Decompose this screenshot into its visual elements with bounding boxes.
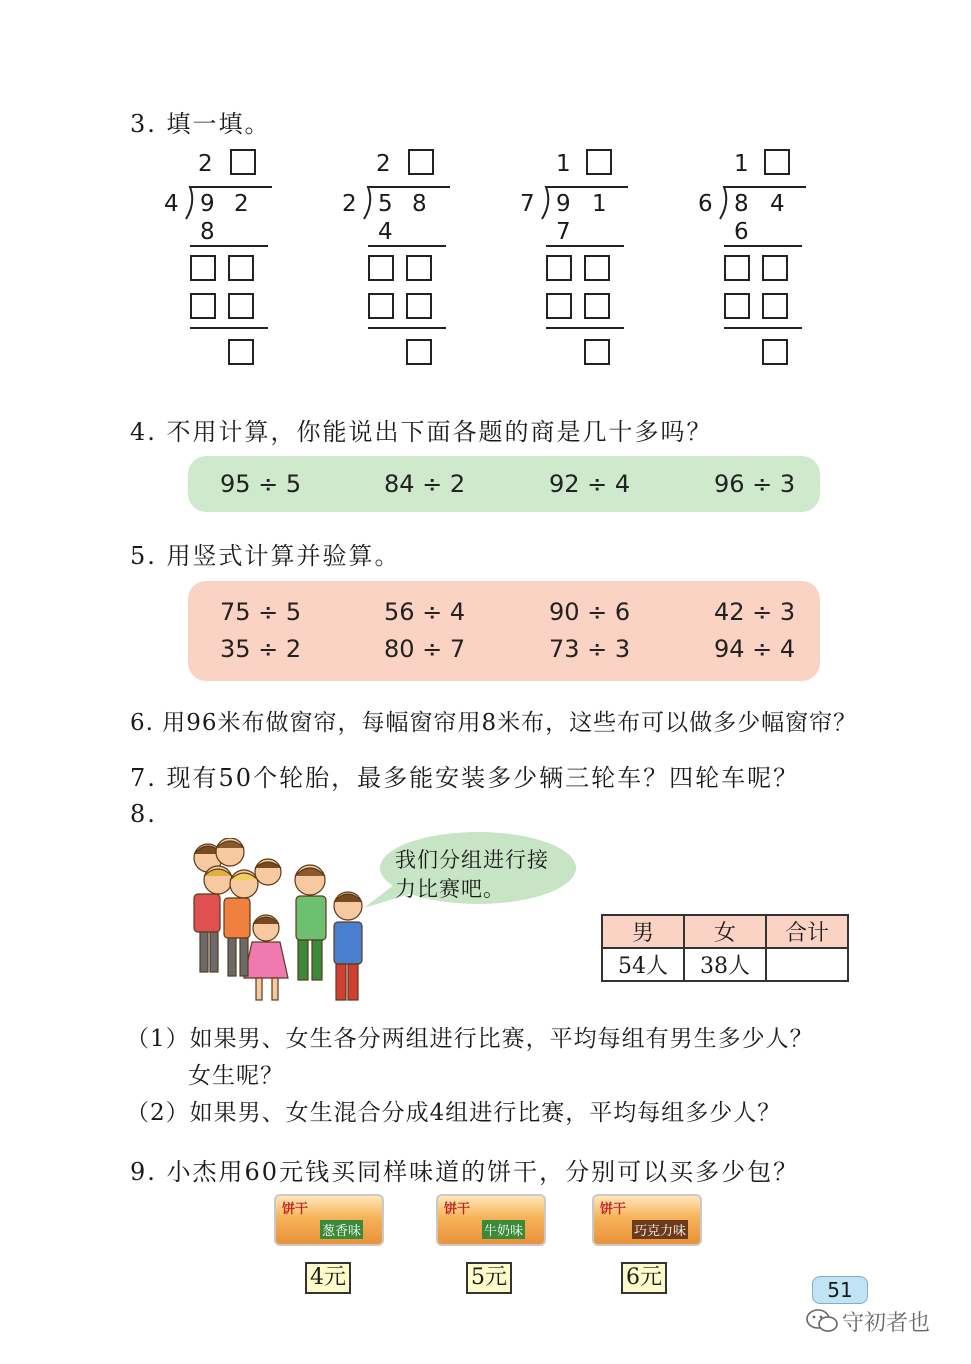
division-bracket	[714, 185, 809, 221]
answer-box[interactable]	[228, 293, 254, 319]
q8-sub1-line2: 女生呢？	[188, 1063, 284, 1089]
cookie-pack-scallion	[274, 1194, 384, 1246]
dividend-tens: 8	[734, 191, 749, 217]
answer-box[interactable]	[190, 293, 216, 319]
q4-expression: 92 ÷ 4	[549, 470, 631, 498]
divisor: 7	[520, 191, 535, 217]
division-problem-1	[160, 145, 280, 375]
cookie-pack-chocolate	[592, 1194, 702, 1246]
answer-box[interactable]	[724, 293, 750, 319]
cookie-flavor: 牛奶味	[482, 1220, 525, 1239]
division-problem-3	[516, 145, 636, 375]
answer-box[interactable]	[546, 255, 572, 281]
q8-sub2: （2）如果男、女生混合分成4组进行比赛，平均每组多少人？	[126, 1100, 782, 1126]
remainder-box[interactable]	[584, 339, 610, 365]
answer-box[interactable]	[368, 293, 394, 319]
q5-title: 5. 用竖式计算并验算。	[130, 542, 401, 570]
remainder-box[interactable]	[762, 339, 788, 365]
cookie-flavor: 葱香味	[320, 1220, 363, 1239]
cookie-flavor: 巧克力味	[632, 1220, 688, 1239]
answer-box[interactable]	[584, 293, 610, 319]
quotient-digit: 1	[556, 151, 571, 177]
divider-line	[724, 245, 802, 247]
quotient-box[interactable]	[764, 149, 790, 175]
value-girls: 38人	[684, 948, 766, 981]
wechat-icon	[805, 1308, 839, 1334]
price-tag: 5元	[466, 1262, 512, 1294]
divider-line	[368, 327, 446, 329]
answer-box[interactable]	[724, 255, 750, 281]
cookie-brand: 饼干	[600, 1202, 627, 1217]
divider-line	[368, 245, 446, 247]
dividend-ones: 1	[592, 191, 607, 217]
q6-text: 6. 用96米布做窗帘，每幅窗帘用8米布，这些布可以做多少幅窗帘？	[130, 710, 858, 736]
divisor: 6	[698, 191, 713, 217]
divider-line	[546, 245, 624, 247]
q5-expression: 94 ÷ 4	[714, 635, 796, 663]
subtract-value: 7	[556, 219, 571, 245]
divider-line	[190, 245, 268, 247]
q8-sub1-line1: （1）如果男、女生各分两组进行比赛，平均每组有男生多少人？	[126, 1026, 814, 1052]
subtract-value: 6	[734, 219, 749, 245]
quotient-digit: 1	[734, 151, 749, 177]
q9-title: 9. 小杰用60元钱买同样味道的饼干，分别可以买多少包？	[130, 1158, 800, 1186]
q5-expression: 56 ÷ 4	[384, 598, 466, 626]
q5-expression: 42 ÷ 3	[714, 598, 796, 626]
answer-box[interactable]	[762, 293, 788, 319]
quotient-digit: 2	[198, 151, 213, 177]
dividend-tens: 9	[556, 191, 571, 217]
quotient-box[interactable]	[586, 149, 612, 175]
header-boys: 男	[602, 915, 684, 948]
answer-box[interactable]	[190, 255, 216, 281]
q3-title: 3. 填一填。	[130, 110, 271, 138]
q4-title: 4. 不用计算，你能说出下面各题的商是几十多吗？	[130, 418, 713, 446]
dividend-ones: 4	[770, 191, 785, 217]
divider-line	[724, 327, 802, 329]
answer-box[interactable]	[406, 255, 432, 281]
division-bracket	[180, 185, 275, 221]
division-bracket	[536, 185, 631, 221]
q5-expression: 90 ÷ 6	[549, 598, 631, 626]
q4-expression: 96 ÷ 3	[714, 470, 796, 498]
q4-expression: 95 ÷ 5	[220, 470, 302, 498]
page-number: 51	[812, 1276, 868, 1304]
subtract-value: 8	[200, 219, 215, 245]
dividend-tens: 5	[378, 191, 393, 217]
value-boys: 54人	[602, 948, 684, 981]
dividend-tens: 9	[200, 191, 215, 217]
header-girls: 女	[684, 915, 766, 948]
quotient-box[interactable]	[230, 149, 256, 175]
division-bracket	[358, 185, 453, 221]
value-total[interactable]	[766, 948, 848, 981]
answer-box[interactable]	[406, 293, 432, 319]
cookie-brand: 饼干	[444, 1202, 471, 1217]
q5-expression: 73 ÷ 3	[549, 635, 631, 663]
price-tag: 4元	[305, 1262, 351, 1294]
answer-box[interactable]	[228, 255, 254, 281]
price-tag: 6元	[621, 1262, 667, 1294]
q7-text: 7. 现有50个轮胎，最多能安装多少辆三轮车？四轮车呢？	[130, 764, 800, 792]
answer-box[interactable]	[368, 255, 394, 281]
watermark-text: 守初者也	[842, 1311, 931, 1336]
division-problem-4	[694, 145, 814, 375]
speech-text-line2: 力比赛吧。	[395, 877, 505, 901]
answer-box[interactable]	[584, 255, 610, 281]
answer-box[interactable]	[546, 293, 572, 319]
remainder-box[interactable]	[228, 339, 254, 365]
cookie-pack-milk	[436, 1194, 546, 1246]
students-table	[601, 914, 849, 982]
divider-line	[190, 327, 268, 329]
q5-expression: 75 ÷ 5	[220, 598, 302, 626]
quotient-digit: 2	[376, 151, 391, 177]
q5-expression: 80 ÷ 7	[384, 635, 466, 663]
q8-number: 8.	[130, 800, 157, 828]
q4-expression: 84 ÷ 2	[384, 470, 466, 498]
q5-expression-band	[188, 581, 820, 681]
speech-text-line1: 我们分组进行接	[395, 848, 549, 872]
header-total: 合计	[766, 915, 848, 948]
divisor: 2	[342, 191, 357, 217]
remainder-box[interactable]	[406, 339, 432, 365]
cookie-brand: 饼干	[282, 1202, 309, 1217]
division-problem-2	[338, 145, 458, 375]
dividend-ones: 8	[412, 191, 427, 217]
quotient-box[interactable]	[408, 149, 434, 175]
divider-line	[546, 327, 624, 329]
dividend-ones: 2	[234, 191, 249, 217]
q5-expression: 35 ÷ 2	[220, 635, 302, 663]
answer-box[interactable]	[762, 255, 788, 281]
divisor: 4	[164, 191, 179, 217]
subtract-value: 4	[378, 219, 393, 245]
children-illustration	[188, 838, 368, 1010]
